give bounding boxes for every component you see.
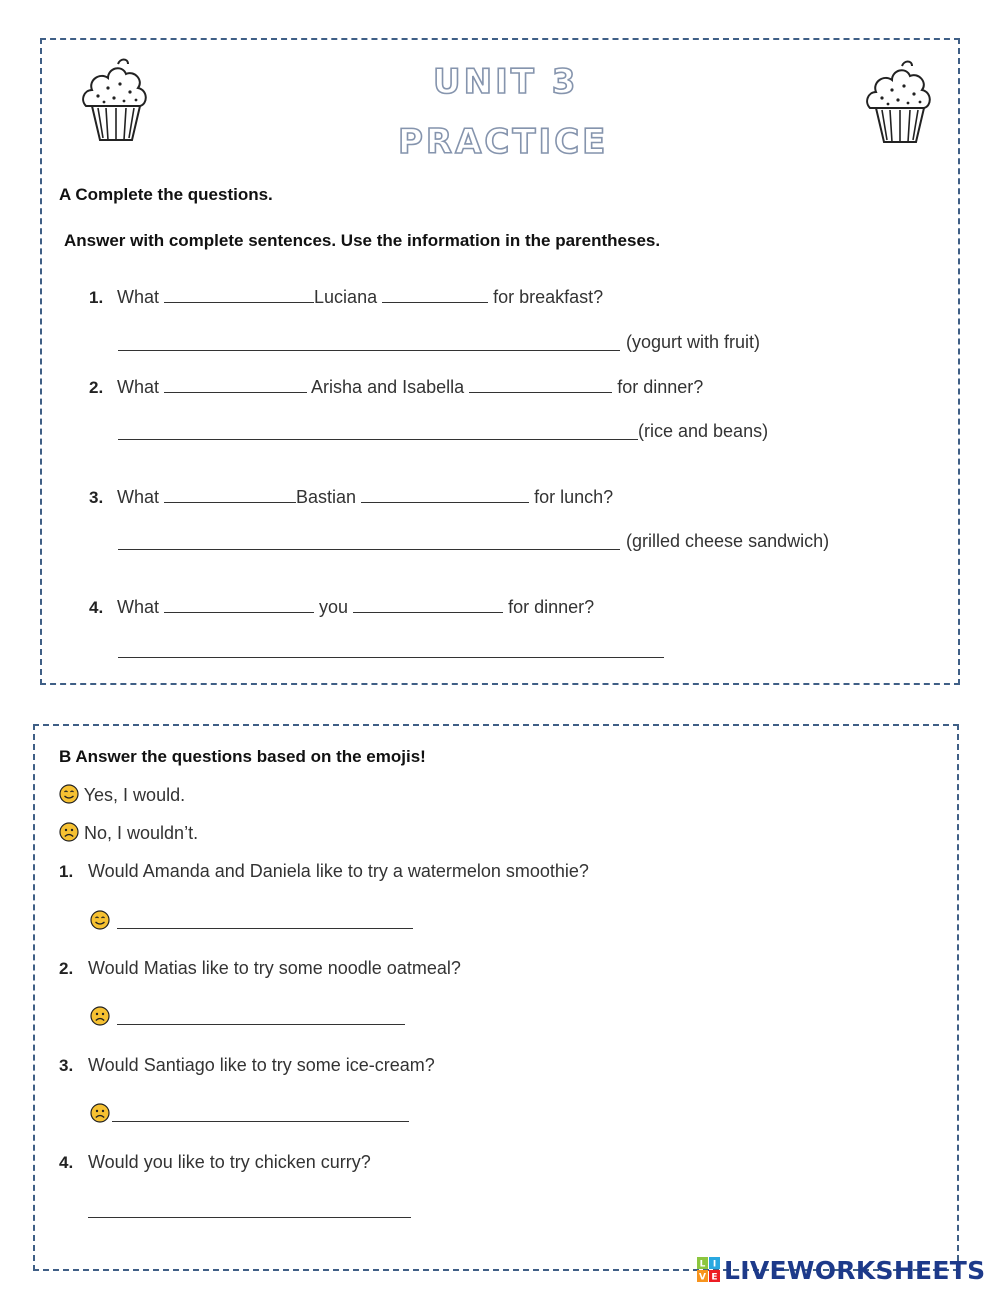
- logo-text: LIVEWORKSHEETS: [724, 1255, 986, 1285]
- question-a2: [89, 376, 703, 398]
- legend-no: [59, 822, 198, 844]
- question-word: What: [117, 287, 160, 307]
- question-text: Would Matias like to try some noodle oatmeal?: [88, 958, 461, 978]
- logo-letter: L: [699, 1259, 706, 1270]
- answer-hint: (rice and beans): [638, 421, 769, 441]
- smile-emoji-icon: [59, 784, 79, 804]
- cupcake-icon: [78, 56, 152, 144]
- question-number: 4.: [89, 598, 104, 617]
- answer-blank[interactable]: [164, 596, 314, 613]
- answer-hint: (yogurt with fruit): [626, 332, 761, 352]
- answer-line[interactable]: [118, 439, 638, 440]
- logo-letter: I: [712, 1259, 717, 1270]
- question-number: 1.: [59, 862, 74, 881]
- section-b-box: [33, 724, 959, 1271]
- title-practice: PRACTICE: [398, 122, 609, 162]
- answer-blank[interactable]: [353, 596, 503, 613]
- question-number: 3.: [89, 488, 104, 507]
- question-b2: [59, 958, 461, 979]
- answer-blank[interactable]: [469, 376, 612, 393]
- question-a1: [89, 286, 603, 308]
- question-tail: for dinner?: [617, 377, 704, 397]
- question-subject: Bastian: [296, 487, 357, 507]
- question-tail: for breakfast?: [493, 287, 604, 307]
- frown-emoji-icon: [59, 822, 79, 842]
- question-tail: for lunch?: [534, 487, 614, 507]
- question-a3: [89, 486, 613, 508]
- answer-line[interactable]: [118, 549, 620, 550]
- answer-line[interactable]: [88, 1217, 411, 1218]
- answer-line[interactable]: [112, 1121, 409, 1122]
- question-number: 2.: [89, 378, 104, 397]
- answer-hint: (grilled cheese sandwich): [626, 531, 830, 551]
- question-text: Would you like to try chicken curry?: [88, 1152, 371, 1172]
- title-unit: UNIT 3: [433, 62, 579, 102]
- question-word: What: [117, 487, 160, 507]
- question-word: What: [117, 377, 160, 397]
- question-b4: [59, 1152, 371, 1173]
- section-a-heading: A Complete the questions.: [59, 185, 273, 204]
- question-subject: Luciana: [314, 287, 378, 307]
- answer-line[interactable]: [118, 350, 620, 351]
- answer-blank[interactable]: [164, 286, 314, 303]
- frown-emoji-icon: [90, 1103, 110, 1123]
- answer-blank[interactable]: [164, 376, 307, 393]
- legend-yes-text: Yes, I would.: [83, 785, 186, 805]
- answer-line[interactable]: [118, 657, 664, 658]
- question-tail: for dinner?: [508, 597, 595, 617]
- question-a4: [89, 596, 594, 618]
- liveworksheets-logo-icon: [696, 1256, 722, 1284]
- logo-letter: E: [711, 1272, 718, 1283]
- legend-no-text: No, I wouldn’t.: [84, 823, 199, 843]
- question-number: 1.: [89, 288, 104, 307]
- smile-emoji-icon: [90, 910, 110, 930]
- question-subject: you: [319, 597, 349, 617]
- question-number: 4.: [59, 1153, 74, 1172]
- liveworksheets-logo[interactable]: [696, 1254, 985, 1286]
- question-text: Would Amanda and Daniela like to try a watermelon smoothie?: [88, 861, 589, 881]
- logo-letter: V: [699, 1272, 706, 1283]
- answer-line[interactable]: [117, 1024, 405, 1025]
- answer-blank[interactable]: [164, 486, 296, 503]
- question-b3: [59, 1055, 435, 1076]
- question-text: Would Santiago like to try some ice-cream?: [88, 1055, 435, 1075]
- question-subject: Arisha and Isabella: [311, 377, 465, 397]
- question-number: 2.: [59, 959, 74, 978]
- answer-blank[interactable]: [382, 286, 488, 303]
- question-b1: [59, 861, 589, 882]
- answer-blank[interactable]: [361, 486, 529, 503]
- section-b-heading: B Answer the questions based on the emojis!: [59, 747, 426, 766]
- question-word: What: [117, 597, 160, 617]
- answer-line[interactable]: [117, 928, 413, 929]
- section-a-instructions: Answer with complete sentences. Use the information in the parentheses.: [64, 231, 661, 250]
- cupcake-icon: [862, 58, 936, 146]
- legend-yes: [59, 784, 185, 806]
- frown-emoji-icon: [90, 1006, 110, 1026]
- question-number: 3.: [59, 1056, 74, 1075]
